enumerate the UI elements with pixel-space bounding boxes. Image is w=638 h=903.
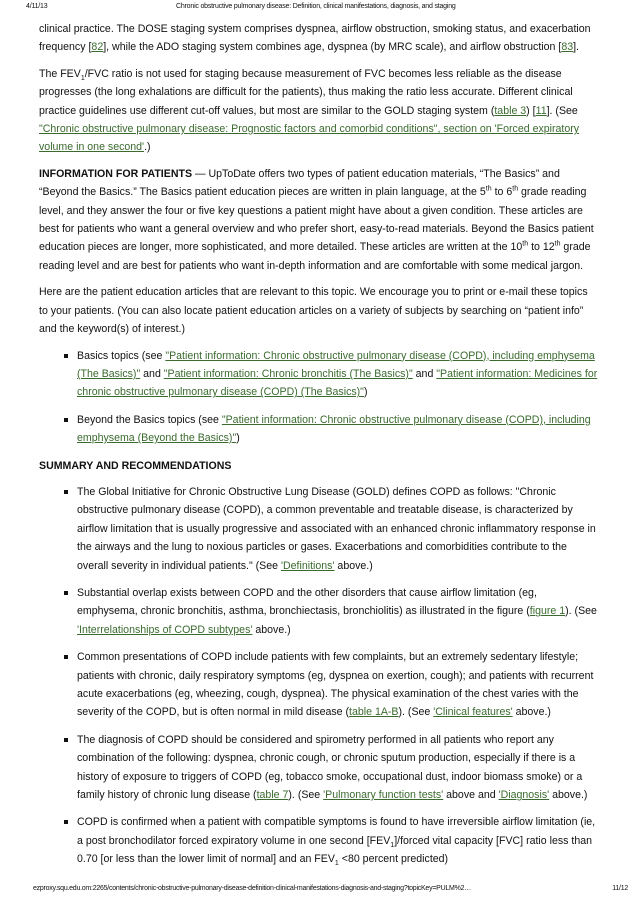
article-content	[39, 20, 599, 878]
bullet-icon	[64, 354, 68, 358]
bullet-icon	[64, 418, 68, 422]
patient-info-paragraph: INFORMATION FOR PATIENTS — UpToDate offers two types of patient education materials, “The Basics” and “Beyond the Basics.” The Basics patient education pieces are written in plain language, at the 5th to 6th grade reading level, and they answer the four or five key questions a patient might have about a given condition. These articles are best for patients who want a general overview and who prefer short, easy-to-read materials. Beyond the Basics patient education pieces are longer, more sophisticated, and more detailed. These articles are written at the 10th to 12th grade reading level and are best for patients who want in-depth information and are comfortable with some medical jargon.	[39, 167, 594, 272]
list-item: Beyond the Basics topics (see "Patient information: Chronic obstructive pulmonary disease (COPD), including emphysema (Beyond the Basics)")	[77, 411, 599, 448]
section-heading-patient-info: INFORMATION FOR PATIENTS	[39, 167, 193, 180]
table-7-link[interactable]: table 7	[256, 789, 289, 802]
list-item: COPD is confirmed when a patient with compatible symptoms is found to have irreversible airflow limitation (ie, a post bronchodilator forced expiratory volume in one second $[FEV_1]$/forced vital capacity [FVC] ratio less than 0.70 [or less than the lower limit of normal] and an $FEV_1 <80$ percent predicted)	[77, 813, 599, 868]
table-3-link[interactable]: table 3	[494, 104, 527, 117]
bullet-icon	[64, 820, 68, 824]
patient-articles-paragraph: Here are the patient education articles that are relevant to this topic. We encourage you to print or e-mail these topics to your patients. (You can also locate patient education articles on a variety of subjects by searching on “patient info” and the keyword(s) of interest.)	[39, 286, 588, 336]
page-footer	[6, 885, 632, 897]
clinical-features-link[interactable]: 'Clinical features'	[433, 706, 513, 719]
figure-1-link[interactable]: figure 1	[529, 605, 566, 618]
bullet-icon	[64, 591, 68, 595]
pulmonary-function-tests-link[interactable]: 'Pulmonary function tests'	[323, 789, 444, 802]
section-heading-summary: SUMMARY AND RECOMMENDATIONS	[39, 459, 232, 472]
copd-medicines-basics-link[interactable]: "Patient information: Medicines for chronic obstructive pulmonary disease (COPD) (The Basics)"	[77, 367, 598, 399]
bullet-icon	[64, 655, 68, 659]
bullet-icon	[64, 490, 68, 494]
chronic-bronchitis-basics-link[interactable]: "Patient information: Chronic bronchitis (The Basics)"	[163, 367, 413, 380]
reference-link-83[interactable]: 83	[561, 41, 574, 54]
document-title: Chronic obstructive pulmonary disease: Definition, clinical manifestations, diagnosis, and staging	[176, 3, 456, 10]
list-item: Common presentations of COPD include patients with few complaints, but an extremely sedentary lifestyle; patients with chronic, daily respiratory symptoms (eg, dyspnea on exertion, cough); and patients with recurrent acute exacerbations (eg, wheezing, cough, dyspnea). The physical examination of the chest varies with the severity of the COPD, but is often normal in mild disease (table 1A-B). (See 'Clinical features' above.)	[77, 648, 599, 722]
summary-list	[39, 483, 599, 869]
prognostic-factors-link[interactable]: "Chronic obstructive pulmonary disease: Prognostic factors and comorbid conditions", section on 'Forced expiratory volume in one second'	[39, 123, 580, 154]
copd-basics-link[interactable]: "Patient information: Chronic obstructive pulmonary disease (COPD), including emphysema (The Basics)"	[77, 349, 595, 380]
page-number: 11/12	[612, 885, 628, 892]
fev-ratio-paragraph: The $FEV_1$/FVC ratio is not used for staging because measurement of FVC becomes less reliable as the disease progresses (the long exhalations are difficult for the patients), thus making the ratio less accurate. Different clinical practice guidelines use different cut-off values, but most are similar to the GOLD staging system (table 3) [11]. (See "Chronic obstructive pulmonary disease: Prognostic factors and comorbid conditions", section on 'Forced expiratory volume in one second'.)	[39, 67, 580, 154]
print-date: 4/11/13	[26, 3, 48, 10]
page-header	[6, 3, 632, 15]
reference-link-82[interactable]: 82	[91, 41, 104, 54]
table-1a-b-link[interactable]: table 1A-B	[349, 706, 399, 719]
diagnosis-link[interactable]: 'Diagnosis'	[498, 789, 550, 802]
copd-beyond-basics-link[interactable]: "Patient information: Chronic obstructive pulmonary disease (COPD), including emphysema (Beyond the Basics)"	[77, 413, 591, 445]
page-url: ezproxy.squ.edu.om:2265/contents/chronic-obstructive-pulmonary-disease-definition-clinical-manifestations-diagnosis-and-staging?topicKey=PULM%2…	[33, 885, 471, 892]
patient-education-list	[39, 347, 599, 448]
bullet-icon	[64, 738, 68, 742]
reference-link-11[interactable]: 11	[535, 104, 547, 117]
list-item: Basics topics (see "Patient information: Chronic obstructive pulmonary disease (COPD), including emphysema (The Basics)" and "Patient information: Chronic bronchitis (The Basics)" and "Patient information: Medicines for chronic obstructive pulmonary disease (COPD) (The Basics)")	[77, 347, 599, 402]
list-item: Substantial overlap exists between COPD and the other disorders that cause airflow limitation (eg, emphysema, chronic bronchitis, asthma, bronchiectasis, bronchiolitis) as illustrated in the figure (figure 1). (See 'Interrelationships of COPD subtypes' above.)	[77, 584, 599, 639]
list-item: The diagnosis of COPD should be considered and spirometry performed in all patients who report any combination of the following: dyspnea, chronic cough, or chronic sputum production, especially if there is a history of exposure to triggers of COPD (eg, tobacco smoke, occupational dust, indoor biomass smoke) or a family history of chronic lung disease (table 7). (See 'Pulmonary function tests' above and 'Diagnosis' above.)	[77, 731, 599, 805]
copd-subtypes-link[interactable]: 'Interrelationships of COPD subtypes'	[77, 623, 253, 636]
definitions-link[interactable]: 'Definitions'	[280, 559, 335, 572]
list-item: The Global Initiative for Chronic Obstructive Lung Disease (GOLD) defines COPD as follows: "Chronic obstructive pulmonary disease (COPD), a common preventable and treatable disease, is characterized by airflow limitation that is usually progressive and associated with an enhanced chronic inflammatory response in the airways and the lung to noxious particles or gases. Exacerbations and comorbidities contribute to the overall severity in individual patients." (See 'Definitions' above.)	[77, 483, 599, 575]
staging-systems-paragraph: clinical practice. The DOSE staging system comprises dyspnea, airflow obstruction, smoking status, and exacerbation frequency [82], while the ADO staging system combines age, dyspnea (by MRC scale), and airflow obstruction [83].	[39, 23, 591, 54]
